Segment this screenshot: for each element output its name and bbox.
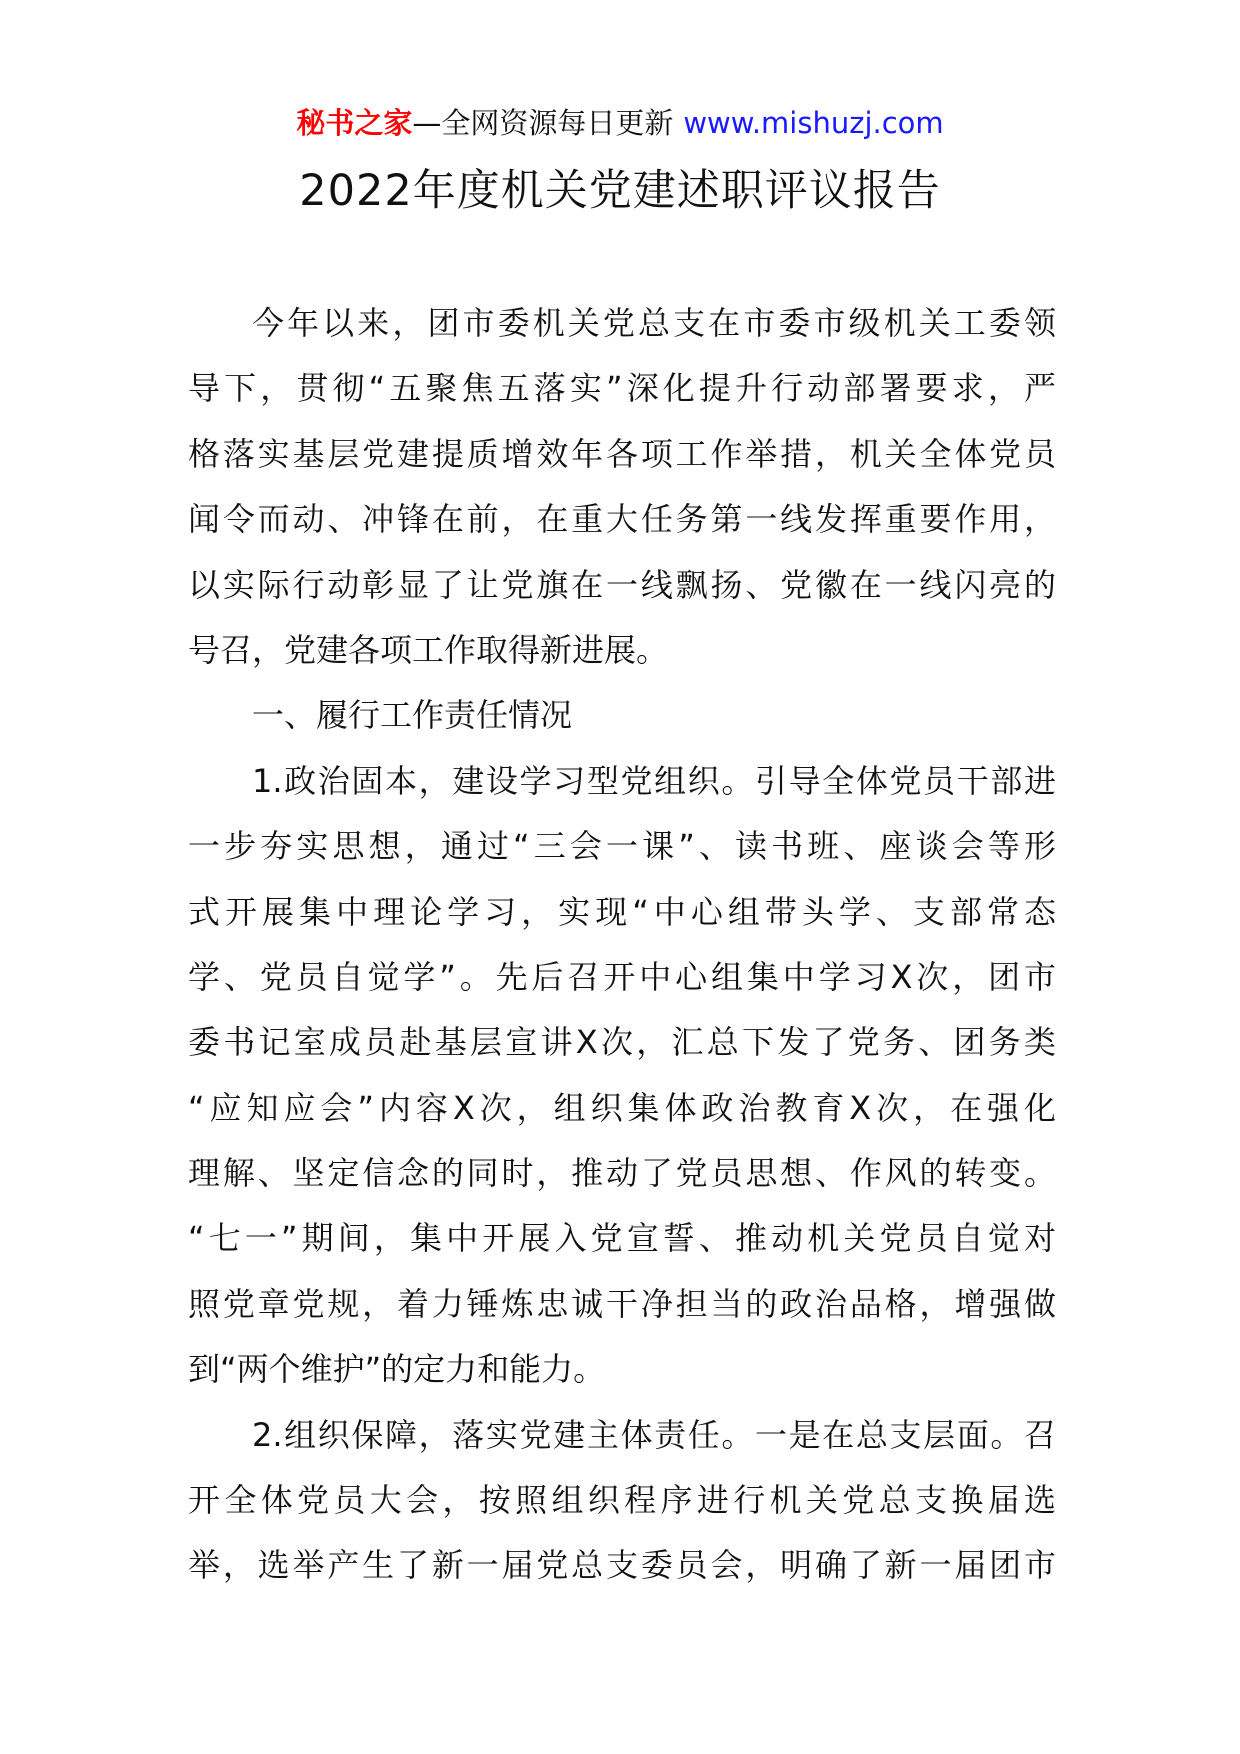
paragraph-line: 1.政治固本，建设学习型党组织。引导全体党员干部进 xyxy=(252,761,1056,800)
paragraph-line: “应知应会”内容X次，组织集体政治教育X次，在强化 xyxy=(188,1088,1056,1127)
paragraph-line: 学、党员自觉学”。先后召开中心组集中学习X次，团市 xyxy=(188,957,1056,996)
paragraph-line: 委书记室成员赴基层宣讲X次，汇总下发了党务、团务类 xyxy=(188,1023,1056,1062)
paragraph-line: 到“两个维护”的定力和能力。 xyxy=(188,1350,606,1389)
paragraph-line: 式开展集中理论学习，实现“中心组带头学、支部常态 xyxy=(188,892,1056,931)
paragraph-line: 今年以来，团市委机关党总支在市委市级机关工委领 xyxy=(252,304,1056,342)
section-heading: 一、履行工作责任情况 xyxy=(252,696,573,735)
document-title: 2022年度机关党建述职评议报告 xyxy=(299,166,941,216)
site-tagline: —全网资源每日更新 xyxy=(412,106,674,140)
paragraph-line: 一步夯实思想，通过“三会一课”、读书班、座谈会等形 xyxy=(188,827,1056,866)
paragraph-line: 照党章党规，着力锤炼忠诚干净担当的政治品格，增强做 xyxy=(188,1284,1056,1323)
document-body xyxy=(188,291,1056,1599)
paragraph-line: 开全体党员大会，按照组织程序进行机关党总支换届选 xyxy=(188,1481,1056,1520)
paragraph-line: 以实际行动彰显了让党旗在一线飘扬、党徽在一线闪亮的 xyxy=(188,565,1056,604)
paragraph-line: 号召，党建各项工作取得新进展。 xyxy=(188,630,669,669)
site-banner xyxy=(0,103,1240,143)
paragraph-line: 2.组织保障，落实党建主体责任。一是在总支层面。召 xyxy=(252,1415,1056,1454)
site-name: 秘书之家 xyxy=(296,106,413,140)
paragraph-line: 闻令而动、冲锋在前，在重大任务第一线发挥重要作用， xyxy=(188,500,1056,539)
paragraph-line: “七一”期间，集中开展入党宣誓、推动机关党员自觉对 xyxy=(188,1219,1056,1258)
site-url-link[interactable]: www.mishuzj.com xyxy=(683,106,944,140)
paragraph-line: 导下，贯彻“五聚焦五落实”深化提升行动部署要求，严 xyxy=(188,369,1056,408)
paragraph-line: 举，选举产生了新一届党总支委员会，明确了新一届团市 xyxy=(188,1546,1056,1585)
paragraph-line: 理解、坚定信念的同时，推动了党员思想、作风的转变。 xyxy=(188,1154,1056,1193)
paragraph-line: 格落实基层党建提质增效年各项工作举措，机关全体党员 xyxy=(188,434,1056,473)
